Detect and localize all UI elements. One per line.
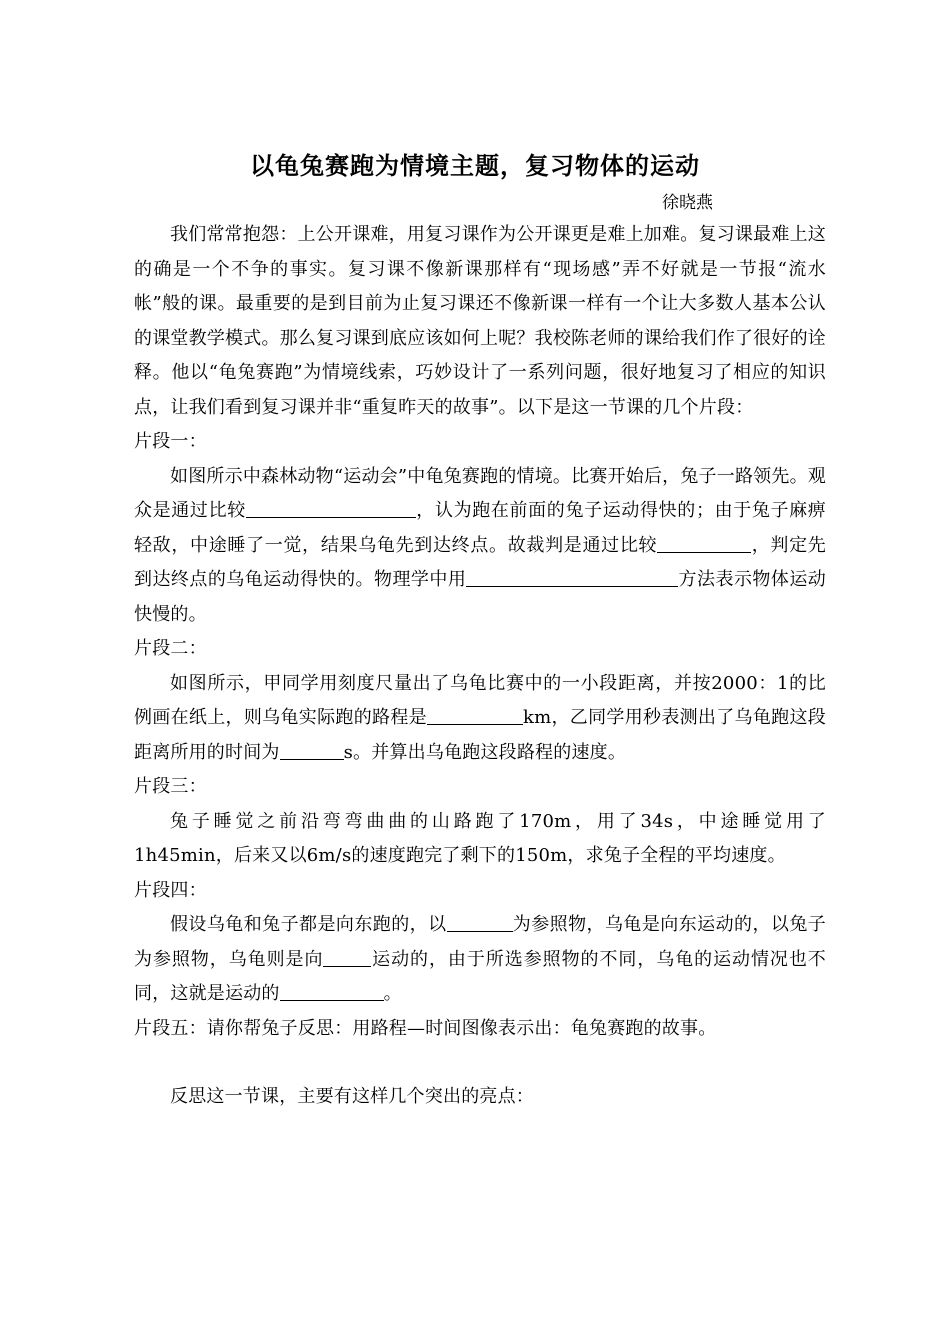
segment-5-paragraph: 片段五：请你帮兔子反思：用路程—时间图像表示出：龟兔赛跑的故事。 xyxy=(134,1017,717,1039)
fill-blank-5[interactable] xyxy=(280,741,344,760)
fill-blank-4[interactable] xyxy=(427,706,523,725)
segment-4-text-1: 假设乌龟和兔子都是向东跑的，以 xyxy=(170,914,447,935)
segment-4-text-3: 运动的，由于所选参照物的不同，乌龟的运动情况也不同，这就是运动的 xyxy=(134,948,826,1004)
segment-3-heading: 片段三： xyxy=(134,776,207,797)
page-title: 以龟兔赛跑为情境主题，复习物体的运动 xyxy=(250,152,700,180)
fill-blank-1[interactable] xyxy=(246,499,416,518)
segment-3-paragraph: 兔子睡觉之前沿弯弯曲曲的山路跑了170m，用了34s，中途睡觉用了1h45min，后来又以6m/s的速度跑完了剩下的150m，求兔子全程的平均速度。 xyxy=(134,810,826,866)
segment-4-text-4: 。 xyxy=(383,983,402,1004)
segment-2-text-3: s。并算出乌龟跑这段路程的速度。 xyxy=(343,741,627,763)
segment-2-paragraph xyxy=(134,667,826,771)
fill-blank-6[interactable] xyxy=(447,913,513,932)
segment-4-paragraph xyxy=(134,908,826,1012)
segment-4-heading: 片段四： xyxy=(134,879,207,901)
intro-paragraph: 我们常常抱怨：上公开课难，用复习课作为公开课更是难上加难。复习课最难上这的确是一个不争的事实。复习课不像新课那样有“现场感”弄不好就是一节报“流水帐”般的课。最重要的是到目前为止复习课还不像新课一样有一个让大多数人基本公认的课堂教学模式。那么复习课到底应该如何上呢？我校陈老师的课给我们作了很好的诠释。他以“龟兔赛跑”为情境线索，巧妙设计了一系列问题，很好地复习了相应的知识点，让我们看到复习课并非“重复昨天的故事”。以下是这一节课的几个片段： xyxy=(134,224,826,418)
fill-blank-3[interactable] xyxy=(466,568,678,587)
segment-1-text-2: ，认为跑在前面的兔子运动得快的；由于兔子麻痹轻敌，中途睡了一觉，结果乌龟先到达终点。故裁判是通过比较 xyxy=(134,500,826,556)
fill-blank-7[interactable] xyxy=(323,948,371,967)
segment-1-paragraph xyxy=(134,460,826,633)
segment-1-text-4: 方法表示物体运动快慢的。 xyxy=(134,569,826,625)
author-name: 徐晓燕 xyxy=(662,193,713,213)
fill-blank-8[interactable] xyxy=(280,982,384,1001)
fill-blank-2[interactable] xyxy=(657,534,751,553)
segment-1-text-1: 如图所示中森林动物“运动会”中龟兔赛跑的情境。比赛开始后，兔子一路领先。观众是通过比较 xyxy=(134,465,826,521)
segment-2-heading: 片段二： xyxy=(134,638,207,659)
segment-2-text-2: km，乙同学用秒表测出了乌龟跑这段距离所用的时间为 xyxy=(134,707,826,763)
segment-4-text-2: 为参照物，乌龟是向东运动的，以兔子为参照物，乌龟则是向 xyxy=(134,914,826,970)
paragraph-gap xyxy=(134,1046,826,1080)
segment-2-text-1: 如图所示，甲同学用刻度尺量出了乌龟比赛中的一小段距离，并按2000：1的比例画在纸上，则乌龟实际跑的路程是 xyxy=(134,672,826,728)
document-body xyxy=(134,218,826,1115)
reflection-paragraph: 反思这一节课，主要有这样几个突出的亮点： xyxy=(170,1086,534,1107)
segment-1-text-3: ，判定先到达终点的乌龟运动得快的。物理学中用 xyxy=(134,534,826,590)
segment-1-heading: 片段一： xyxy=(134,431,207,452)
